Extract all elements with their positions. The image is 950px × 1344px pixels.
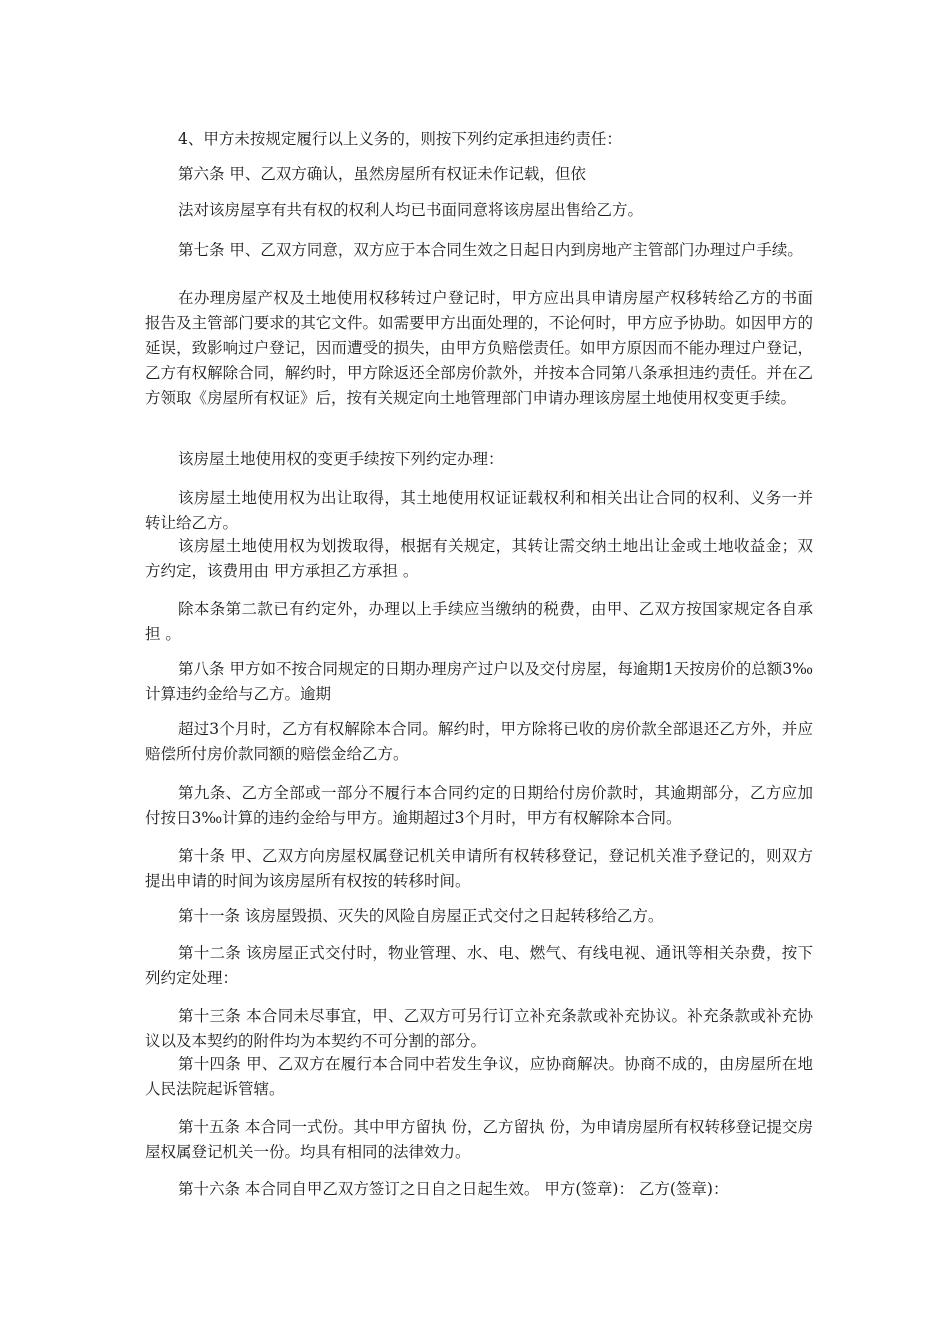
paragraph-article-8: 第八条 甲方如不按合同规定的日期办理房产过户以及交付房屋，每逾期1天按房价的总额3‰计算违约金给与乙方。逾期: [145, 660, 813, 703]
paragraph-article-14: 第十四条 甲、乙双方在履行本合同中若发生争议，应协商解决。协商不成的，由房屋所在地人民法院起诉管辖。: [145, 1055, 813, 1098]
paragraph-breach-liability: 4、甲方未按规定履行以上义务的，则按下列约定承担违约责任：: [178, 130, 622, 148]
paragraph-land-use-change: 该房屋土地使用权的变更手续按下列约定办理：: [178, 450, 504, 468]
paragraph-article-16: 第十六条 本合同自甲乙双方签订之日自之日起生效。 甲方(签章)： 乙方(签章)：: [178, 1180, 729, 1198]
paragraph-article-6: 第六条 甲、乙双方确认，虽然房屋所有权证未作记载，但依: [178, 165, 586, 183]
paragraph-article-6-cont: 法对该房屋享有共有权的权利人均已书面同意将该房屋出售给乙方。: [178, 201, 644, 219]
paragraph-article-8-cont: 超过3个月时，乙方有权解除本合同。解约时，甲方除将已收的房价款全部退还乙方外，并应赔偿所付房价款同额的赔偿金给乙方。: [145, 720, 813, 763]
paragraph-article-7: 第七条 甲、乙双方同意，双方应于本合同生效之日起日内到房地产主管部门办理过户手续。: [178, 241, 803, 259]
paragraph-article-15: 第十五条 本合同一式份。其中甲方留执 份，乙方留执 份，为申请房屋所有权转移登记提交房屋权属登记机关一份。均具有相同的法律效力。: [145, 1118, 813, 1161]
paragraph-land-grant: 该房屋土地使用权为出让取得，其土地使用权证证载权利和相关出让合同的权利、义务一并转让给乙方。: [145, 489, 813, 532]
paragraph-article-11: 第十一条 该房屋毁损、灭失的风险自房屋正式交付之日起转移给乙方。: [178, 907, 664, 925]
paragraph-article-10: 第十条 甲、乙双方向房屋权属登记机关申请所有权转移登记，登记机关准予登记的，则双方提出申请的时间为该房屋所有权按的转移时间。: [145, 847, 813, 890]
paragraph-article-13: 第十三条 本合同未尽事宜，甲、乙双方可另行订立补充条款或补充协议。补充条款或补充协议以及本契约的附件均为本契约不可分割的部分。: [145, 1007, 813, 1050]
paragraph-transfer-registration: 在办理房屋产权及土地使用权移转过户登记时，甲方应出具申请房屋产权移转给乙方的书面报告及主管部门要求的其它文件。如需要甲方出面处理的，不论何时，甲方应予协助。如因甲方的延误，致影响过户登记，因而遭受的损失，由甲方负赔偿责任。如甲方原因而不能办理过户登记，乙方有权解除合同，解约时，甲方除返还全部房价款外，并按本合同第八条承担违约责任。并在乙方领取《房屋所有权证》后，按有关规定向土地管理部门申请办理该房屋土地使用权变更手续。: [145, 289, 813, 407]
paragraph-taxes: 除本条第二款已有约定外，办理以上手续应当缴纳的税费，由甲、乙双方按国家规定各自承担 。: [145, 600, 813, 643]
paragraph-article-9: 第九条、乙方全部或一部分不履行本合同约定的日期给付房价款时，其逾期部分，乙方应加付按日3‰计算的违约金给与甲方。逾期超过3个月时，甲方有权解除本合同。: [145, 784, 813, 827]
paragraph-land-allocation: 该房屋土地使用权为划拨取得，根据有关规定，其转让需交纳土地出让金或土地收益金；双方约定，该费用由 甲方承担乙方承担 。: [145, 537, 813, 580]
paragraph-article-12: 第十二条 该房屋正式交付时，物业管理、水、电、燃气、有线电视、通讯等相关杂费，按下列约定处理：: [145, 944, 813, 987]
